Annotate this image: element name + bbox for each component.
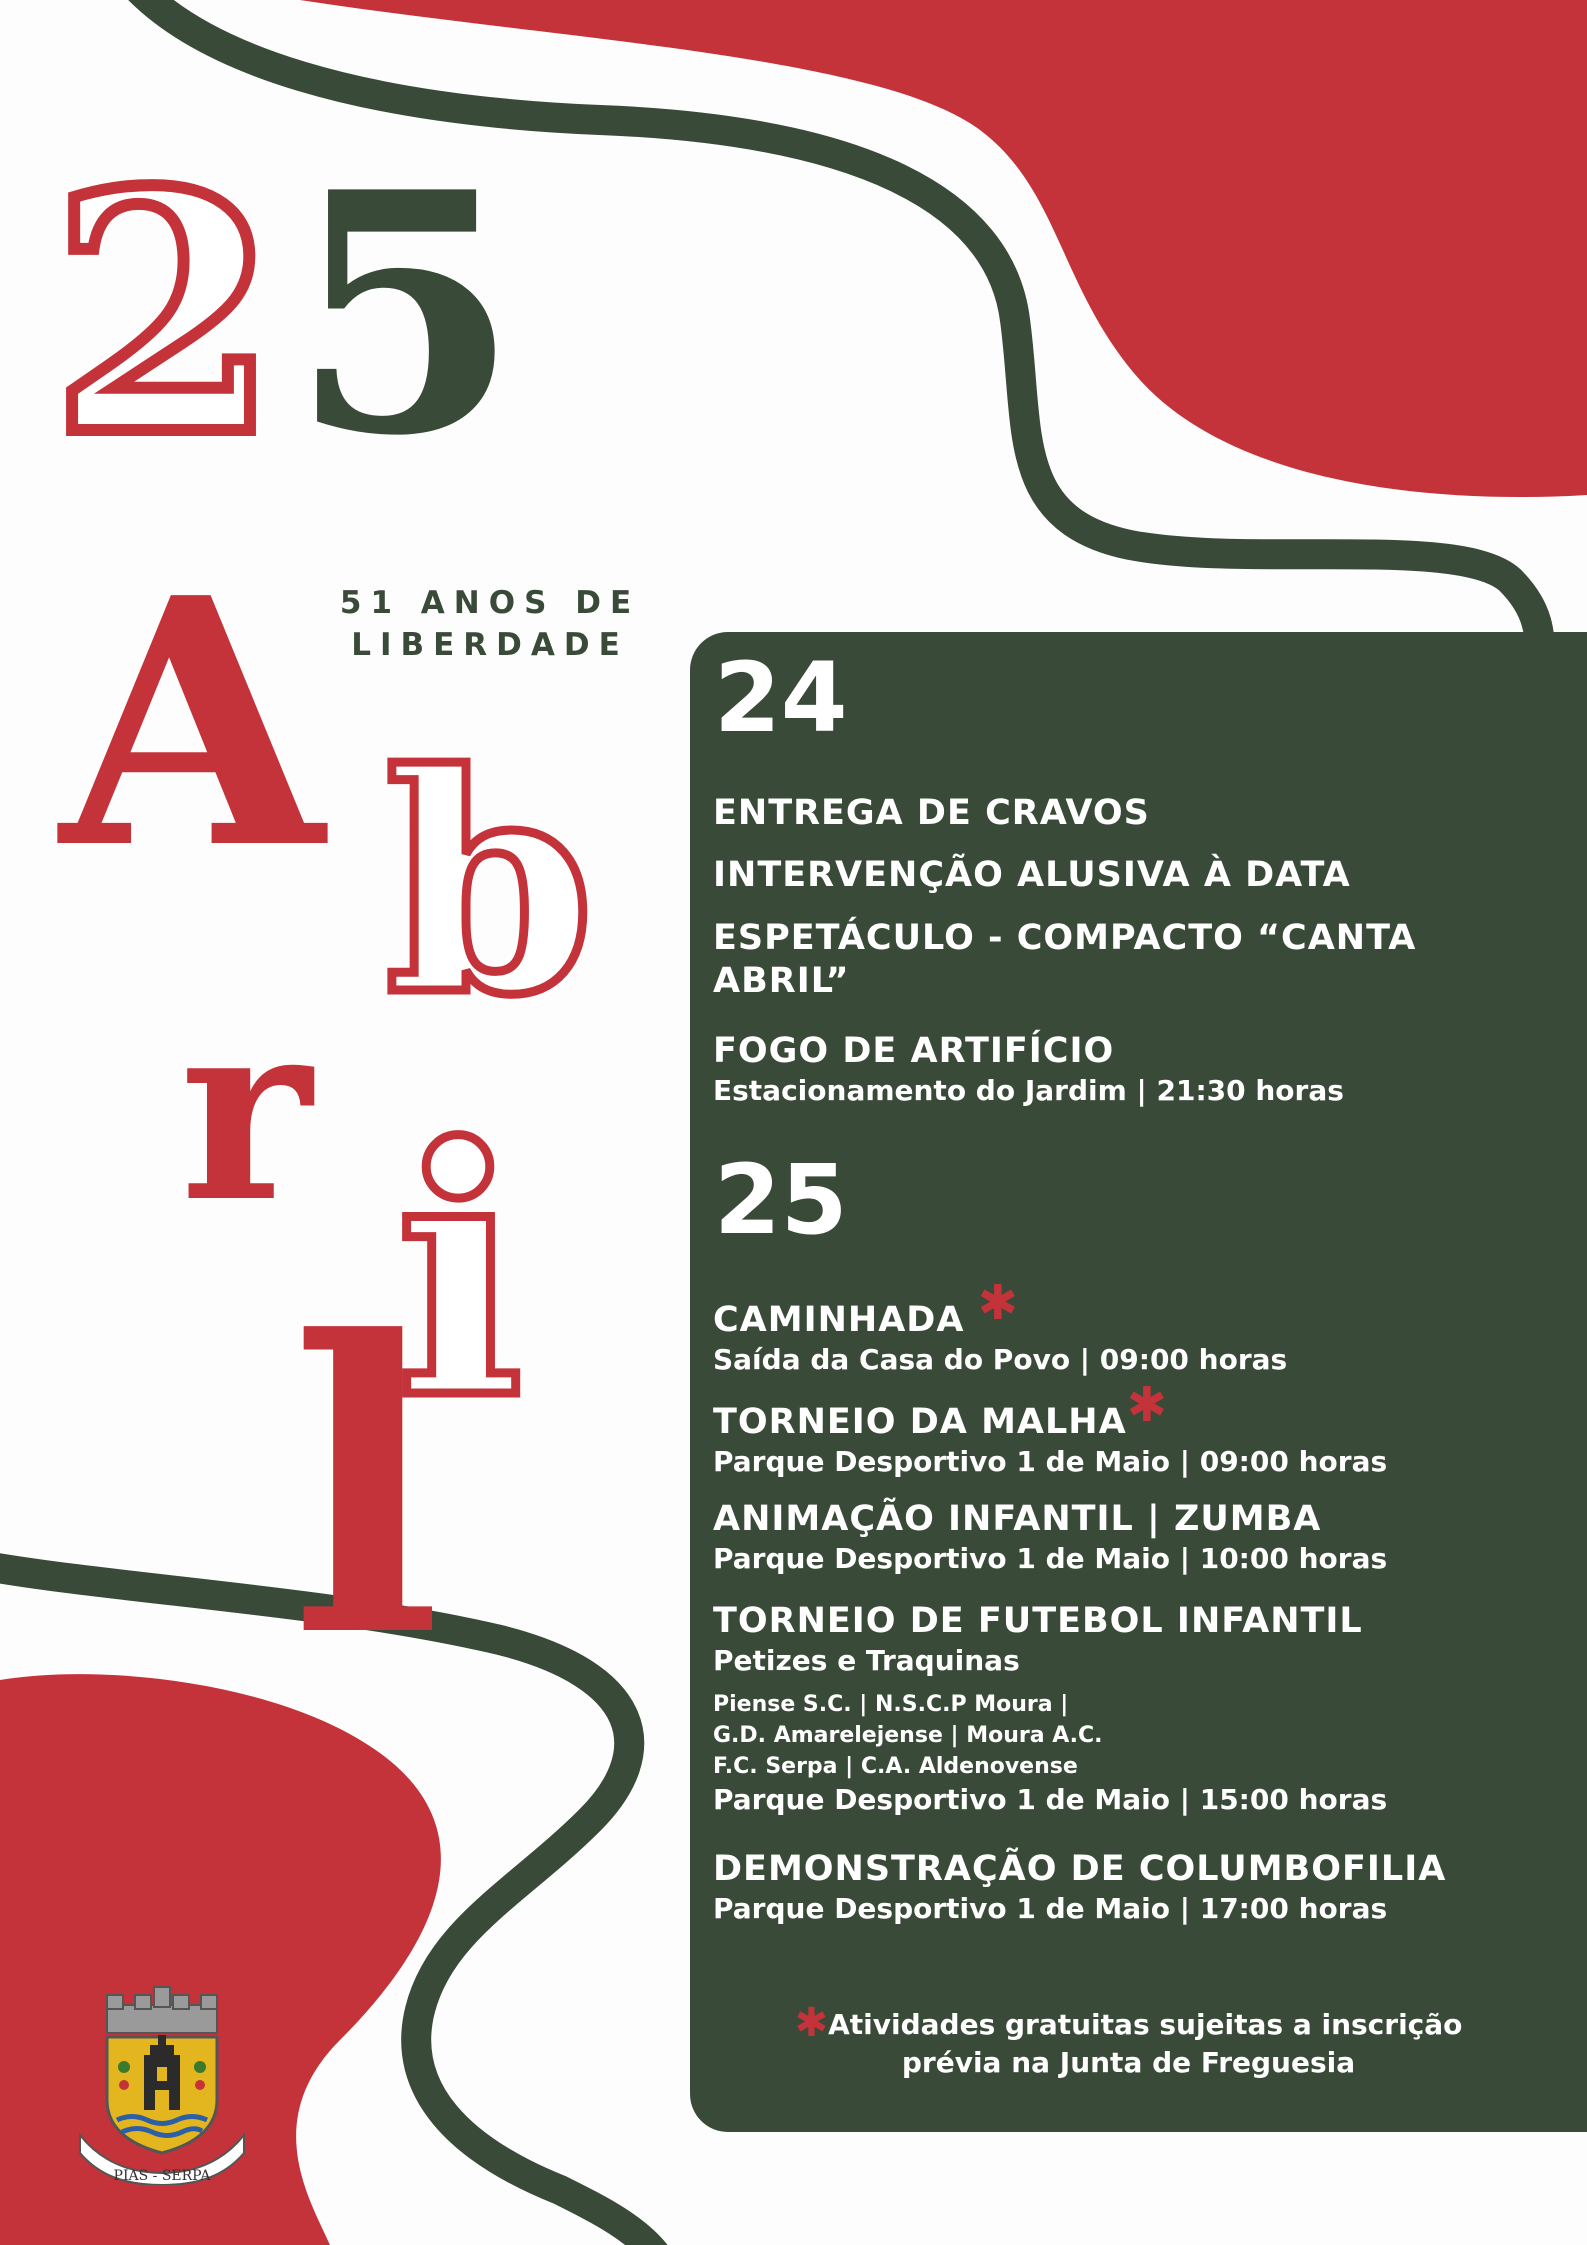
tagline (325, 582, 655, 666)
big-letter-i: i (395, 1075, 525, 1474)
event-title-line1: ESPETÁCULO - COMPACTO “CANTA (713, 918, 1417, 958)
big-letter-b: b (385, 708, 595, 1061)
event-details: Parque Desportivo 1 de Maio | 17:00 horas (713, 1892, 1388, 1925)
event-details: Estacionamento do Jardim | 21:30 horas (713, 1074, 1344, 1107)
event-subtitle: Petizes e Traquinas (713, 1644, 1020, 1677)
asterisk-icon: ✱ (794, 2000, 829, 2046)
asterisk-icon: ✱ (1126, 1377, 1168, 1433)
event-fogo-artificio (713, 1030, 1547, 1109)
big-25-digit-2: 5 (290, 120, 520, 480)
tagline-line2: LIBERDADE (351, 627, 629, 663)
big-25-digit-1: 2 (50, 120, 280, 480)
footnote-line2: prévia na Junta de Freguesia (901, 2046, 1356, 2079)
event-details: Parque Desportivo 1 de Maio | 09:00 horas (713, 1445, 1388, 1478)
event-title-line2: ABRIL” (713, 961, 850, 1001)
coat-of-arms-icon (62, 1985, 262, 2185)
big-letter-r: r (180, 963, 312, 1257)
event-title (713, 1377, 1547, 1444)
asterisk-icon: ✱ (977, 1275, 1019, 1331)
event-torneio-futebol (713, 1600, 1547, 1818)
event-caminhada (713, 1275, 1547, 1378)
crest-ribbon-text: PIAS - SERPA (113, 2168, 211, 2184)
event-title: TORNEIO DE FUTEBOL INFANTIL (713, 1601, 1363, 1641)
event-espetaculo (713, 917, 1547, 1003)
event-intervencao (713, 854, 1547, 897)
day-25-label: 25 (714, 1144, 848, 1256)
event-title (713, 1275, 1547, 1342)
event-title: FOGO DE ARTIFÍCIO (713, 1031, 1115, 1071)
day-24-label: 24 (714, 642, 848, 754)
event-columbofilia (713, 1848, 1547, 1927)
event-animacao-infantil (713, 1498, 1547, 1577)
event-title: ENTREGA DE CRAVOS (713, 793, 1150, 833)
big-25-number (40, 120, 600, 480)
event-title-text: TORNEIO DA MALHA (713, 1402, 1127, 1442)
team-line: G.D. Amarelejense | Moura A.C. (713, 1723, 1103, 1748)
event-torneio-malha (713, 1377, 1547, 1480)
big-letter-A: A (60, 525, 324, 924)
event-title-text: CAMINHADA (713, 1300, 965, 1340)
tagline-line1: 51 ANOS DE (339, 585, 641, 621)
program-panel (690, 632, 1587, 2132)
footnote-line1 (710, 2002, 1547, 2044)
event-entrega-cravos (713, 792, 1547, 835)
event-title: DEMONSTRAÇÃO DE COLUMBOFILIA (713, 1849, 1447, 1889)
footnote-text: Atividades gratuitas sujeitas a inscrição (828, 2008, 1463, 2041)
big-letter-l: l (290, 1255, 442, 1725)
event-title: ANIMAÇÃO INFANTIL | ZUMBA (713, 1499, 1322, 1539)
footnote (710, 2002, 1547, 2082)
event-details: Saída da Casa do Povo | 09:00 horas (713, 1343, 1288, 1376)
event-details: Parque Desportivo 1 de Maio | 15:00 horas (713, 1783, 1388, 1816)
event-details: Parque Desportivo 1 de Maio | 10:00 horas (713, 1542, 1388, 1575)
team-line: Piense S.C. | N.S.C.P Moura | (713, 1692, 1069, 1717)
team-line: F.C. Serpa | C.A. Aldenovense (713, 1754, 1078, 1779)
event-title: INTERVENÇÃO ALUSIVA À DATA (713, 855, 1351, 895)
